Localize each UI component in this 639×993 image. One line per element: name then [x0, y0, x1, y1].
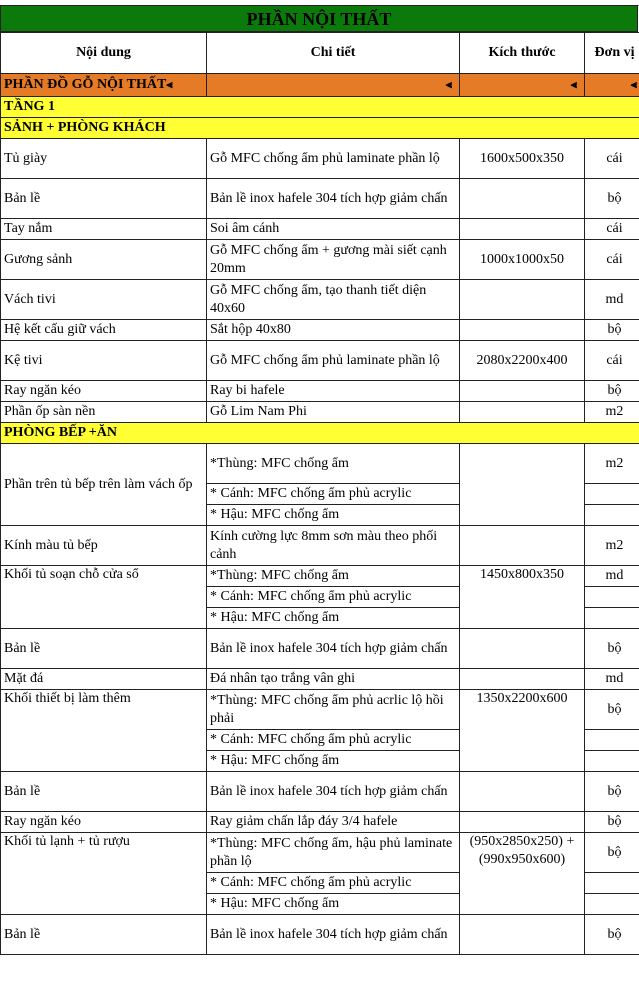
- item-name: Bản lề: [1, 915, 207, 955]
- table-row: [1, 444, 639, 484]
- table-row: [1, 280, 639, 320]
- item-name: Mặt đá: [1, 669, 207, 690]
- col-header-content: Nội dung: [1, 33, 207, 74]
- item-unit-empty: [585, 608, 639, 629]
- table-row: [1, 402, 639, 423]
- table-row: [1, 526, 639, 566]
- table-row: [1, 139, 639, 179]
- filter-icon[interactable]: ⫷: [166, 79, 173, 91]
- header-row: [1, 33, 639, 74]
- item-size: 1350x2200x600: [460, 690, 585, 772]
- item-name: Phần ốp sàn nền: [1, 402, 207, 423]
- item-name: Tay nắm: [1, 219, 207, 240]
- item-detail: *Thùng: MFC chống ẩm: [207, 444, 460, 484]
- table-row: [1, 179, 639, 219]
- item-size: [460, 669, 585, 690]
- item-size: [460, 915, 585, 955]
- item-detail: Soi âm cánh: [207, 219, 460, 240]
- item-size: [460, 526, 585, 566]
- item-unit: bộ: [585, 772, 639, 812]
- item-size: [460, 219, 585, 240]
- table-row: [1, 341, 639, 381]
- item-detail: Gỗ Lim Nam Phi: [207, 402, 460, 423]
- table-row: [1, 320, 639, 341]
- item-unit: bộ: [585, 320, 639, 341]
- item-name: Ray ngăn kéo: [1, 812, 207, 833]
- table-row: [1, 812, 639, 833]
- col-header-size: Kích thước: [460, 33, 585, 74]
- table-row: [1, 669, 639, 690]
- table-row: [1, 566, 639, 587]
- item-unit-empty: [585, 894, 639, 915]
- item-name: Phần trên tủ bếp trên làm vách ốp: [1, 444, 207, 526]
- item-size: [460, 320, 585, 341]
- item-detail: * Cánh: MFC chống ẩm phủ acrylic: [207, 587, 460, 608]
- item-unit: cái: [585, 240, 639, 280]
- sheet-title: PHẦN NỘI THẤT: [0, 5, 638, 32]
- item-size: [460, 280, 585, 320]
- item-unit: md: [585, 669, 639, 690]
- category-label: PHẦN ĐỒ GỖ NỘI THẤT: [4, 77, 167, 92]
- item-name: Kính màu tủ bếp: [1, 526, 207, 566]
- item-name: Vách tivi: [1, 280, 207, 320]
- item-unit: md: [585, 566, 639, 587]
- item-detail: * Hậu: MFC chống ẩm: [207, 608, 460, 629]
- item-size: (950x2850x250) + (990x950x600): [460, 833, 585, 915]
- item-detail: Gỗ MFC chống ẩm + gương mài siết cạnh 20mm: [207, 240, 460, 280]
- item-name: Tủ giày: [1, 139, 207, 179]
- item-unit: bộ: [585, 690, 639, 730]
- item-unit: bộ: [585, 629, 639, 669]
- item-name: Bản lề: [1, 179, 207, 219]
- table-row: [1, 833, 639, 873]
- category-detail-cell: [207, 74, 460, 97]
- table-row: [1, 772, 639, 812]
- item-detail: Gỗ MFC chống ẩm phủ laminate phần lộ: [207, 341, 460, 381]
- item-unit-empty: [585, 751, 639, 772]
- item-detail: * Hậu: MFC chống ẩm: [207, 894, 460, 915]
- item-unit-empty: [585, 730, 639, 751]
- item-name: Kệ tivi: [1, 341, 207, 381]
- item-name: Khối thiết bị làm thêm: [1, 690, 207, 772]
- item-unit-empty: [585, 484, 639, 505]
- item-size: [460, 629, 585, 669]
- item-size: [460, 402, 585, 423]
- item-detail: Đá nhân tạo trắng vân ghi: [207, 669, 460, 690]
- table-row: [1, 240, 639, 280]
- col-header-detail: Chi tiết: [207, 33, 460, 74]
- item-name: Khối tủ lạnh + tủ rượu: [1, 833, 207, 915]
- item-size: 2080x2200x400: [460, 341, 585, 381]
- item-name: Hệ kết cấu giữ vách: [1, 320, 207, 341]
- item-unit: cái: [585, 139, 639, 179]
- item-unit-empty: [585, 505, 639, 526]
- table-row: [1, 219, 639, 240]
- item-detail: * Hậu: MFC chống ẩm: [207, 751, 460, 772]
- category-cell: [1, 74, 207, 97]
- item-unit: m2: [585, 402, 639, 423]
- item-name: Bản lề: [1, 772, 207, 812]
- table-row: [1, 381, 639, 402]
- item-unit: m2: [585, 526, 639, 566]
- item-detail: * Cánh: MFC chống ẩm phủ acrylic: [207, 730, 460, 751]
- item-detail: Gỗ MFC chống ẩm, tạo thanh tiết diện 40x60: [207, 280, 460, 320]
- item-name: Khối tủ soạn chỗ cửa sổ: [1, 566, 207, 629]
- item-size: [460, 179, 585, 219]
- item-detail: Sắt hộp 40x80: [207, 320, 460, 341]
- section-label: TẦNG 1: [1, 97, 639, 118]
- item-detail: * Cánh: MFC chống ẩm phủ acrylic: [207, 873, 460, 894]
- item-detail: Bản lề inox hafele 304 tích hợp giảm chấn: [207, 629, 460, 669]
- table-row: [1, 629, 639, 669]
- interior-table: [0, 32, 639, 955]
- category-size-cell: [460, 74, 585, 97]
- section-row: [1, 423, 639, 444]
- item-unit: bộ: [585, 833, 639, 873]
- filter-icon[interactable]: ⫷: [630, 79, 637, 91]
- col-header-unit: Đơn vị: [585, 33, 639, 74]
- item-size: 1450x800x350: [460, 566, 585, 629]
- table-row: [1, 915, 639, 955]
- item-size: [460, 444, 585, 526]
- item-unit: bộ: [585, 179, 639, 219]
- item-unit: bộ: [585, 381, 639, 402]
- item-size: [460, 381, 585, 402]
- table-row: [1, 690, 639, 730]
- item-detail: Ray bi hafele: [207, 381, 460, 402]
- item-name: Bản lề: [1, 629, 207, 669]
- item-detail: * Hậu: MFC chống ẩm: [207, 505, 460, 526]
- category-row: [1, 74, 639, 97]
- item-unit-empty: [585, 873, 639, 894]
- item-detail: Bản lề inox hafele 304 tích hợp giảm chấn: [207, 915, 460, 955]
- item-unit-empty: [585, 587, 639, 608]
- section-label: PHÒNG BẾP +ĂN: [1, 423, 639, 444]
- item-unit: md: [585, 280, 639, 320]
- item-detail: Bản lề inox hafele 304 tích hợp giảm chấn: [207, 179, 460, 219]
- section-row: [1, 97, 639, 118]
- item-unit: cái: [585, 341, 639, 381]
- item-size: 1000x1000x50: [460, 240, 585, 280]
- item-size: 1600x500x350: [460, 139, 585, 179]
- item-detail: Ray giảm chấn lắp đáy 3/4 hafele: [207, 812, 460, 833]
- item-detail: *Thùng: MFC chống ẩm: [207, 566, 460, 587]
- item-unit: cái: [585, 219, 639, 240]
- item-detail: Kính cường lực 8mm sơn màu theo phối cảnh: [207, 526, 460, 566]
- section-label: SẢNH + PHÒNG KHÁCH: [1, 118, 639, 139]
- item-unit: bộ: [585, 812, 639, 833]
- item-detail: *Thùng: MFC chống ẩm, hậu phủ laminate phần lộ: [207, 833, 460, 873]
- item-name: Gương sảnh: [1, 240, 207, 280]
- item-detail: *Thùng: MFC chống ẩm phủ acrlic lộ hồi phải: [207, 690, 460, 730]
- item-detail: * Cánh: MFC chống ẩm phủ acrylic: [207, 484, 460, 505]
- item-unit: m2: [585, 444, 639, 484]
- item-detail: Gỗ MFC chống ẩm phủ laminate phần lộ: [207, 139, 460, 179]
- item-unit: bộ: [585, 915, 639, 955]
- item-size: [460, 772, 585, 812]
- section-row: [1, 118, 639, 139]
- item-size: [460, 812, 585, 833]
- filter-icon[interactable]: ⫷: [570, 79, 577, 91]
- category-unit-cell: [585, 74, 639, 97]
- item-name: Ray ngăn kéo: [1, 381, 207, 402]
- filter-icon[interactable]: ⫷: [445, 79, 452, 91]
- item-detail: Bản lề inox hafele 304 tích hợp giảm chấn: [207, 772, 460, 812]
